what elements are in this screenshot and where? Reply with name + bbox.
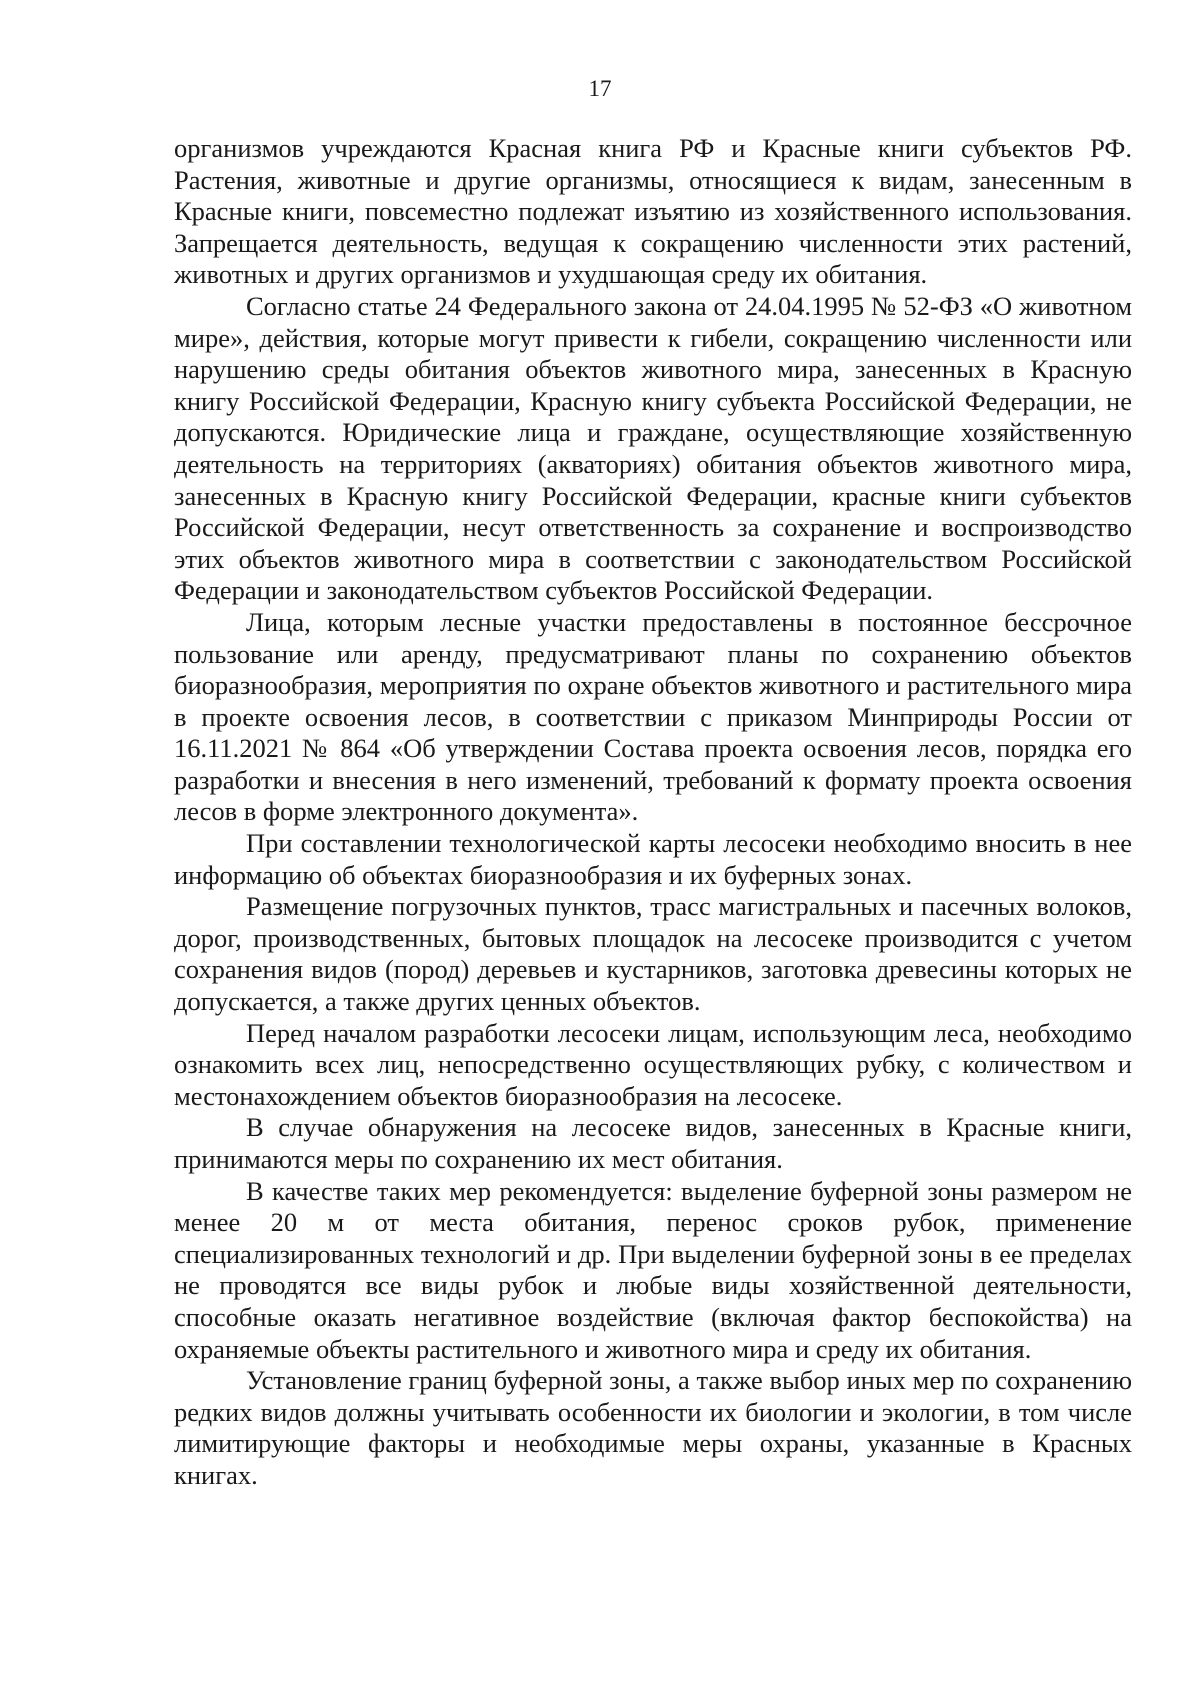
page-number: 17 [588,76,612,101]
paragraph-loading-points: Размещение погрузочных пунктов, трасс магистральных и пасечных волоков, дорог, производственных, бытовых площадок на лесосеке производится с учетом сохранения видов (пород) деревьев и кустарников, заготовка древесины которых не допускается, а также других ценных объектов. [174,891,1132,1017]
paragraph-technological-map: При составлении технологической карты лесосеки необходимо вносить в нее информацию об объектах биоразнообразия и их буферных зонах. [174,828,1132,890]
paragraph-continuation: организмов учреждаются Красная книга РФ и Красные книги субъектов РФ. Растения, животные и другие организмы, относящиеся к видам, занесенным в Красные книги, повсеместно подлежат изъятию из хозяйственного использования. Запрещается деятельность, ведущая к сокращению численности этих растений, животных и других организмов и ухудшающая среду их обитания. [174,133,1132,290]
paragraph-before-logging: Перед началом разработки лесосеки лицам, использующим леса, необходимо ознакомить всех лиц, непосредственно осуществляющих рубку, с количеством и местонахождением объектов биоразнообразия на лесосеке. [174,1017,1132,1111]
paragraph-red-book-species: В случае обнаружения на лесосеке видов, занесенных в Красные книги, принимаются меры по сохранению их мест обитания. [174,1112,1132,1174]
document-body [174,133,1132,1492]
paragraph-forest-users: Лица, которым лесные участки предоставлены в постоянное бессрочное пользование или аренду, предусматривают планы по сохранению объектов биоразнообразия, мероприятия по охране объектов животного и растительного мира в проекте освоения лесов, в соответствии с приказом Минприроды России от 16.11.2021 № 864 «Об утверждении Состава проекта освоения лесов, порядка его разработки и внесения в него изменений, требований к формату проекта освоения лесов в форме электронного документа». [174,606,1132,827]
paragraph-federal-law: Согласно статье 24 Федерального закона от 24.04.1995 № 52-ФЗ «О животном мире», действия, которые могут привести к гибели, сокращению численности или нарушению среды обитания объектов животного мира, занесенных в Красную книгу Российской Федерации, Красную книгу субъекта Российской Федерации, не допускаются. Юридические лица и граждане, осуществляющие хозяйственную деятельность на территориях (акваториях) обитания объектов животного мира, занесенных в Красную книгу Российской Федерации, красные книги субъектов Российской Федерации, несут ответственность за сохранение и воспроизводство этих объектов животного мира в соответствии с законодательством Российской Федерации и законодательством субъектов Российской Федерации. [174,290,1132,606]
paragraph-buffer-zone-measures: В качестве таких мер рекомендуется: выделение буферной зоны размером не менее 20 м от места обитания, перенос сроков рубок, применение специализированных технологий и др. При выделении буферной зоны в ее пределах не проводятся все виды рубок и любые виды хозяйственной деятельности, способные оказать негативное воздействие (включая фактор беспокойства) на охраняемые объекты растительного и животного мира и среду их обитания. [174,1175,1132,1364]
paragraph-buffer-zone-boundaries: Установление границ буферной зоны, а также выбор иных мер по сохранению редких видов должны учитывать особенности их биологии и экологии, в том числе лимитирующие факторы и необходимые меры охраны, указанные в Красных книгах. [174,1365,1132,1490]
